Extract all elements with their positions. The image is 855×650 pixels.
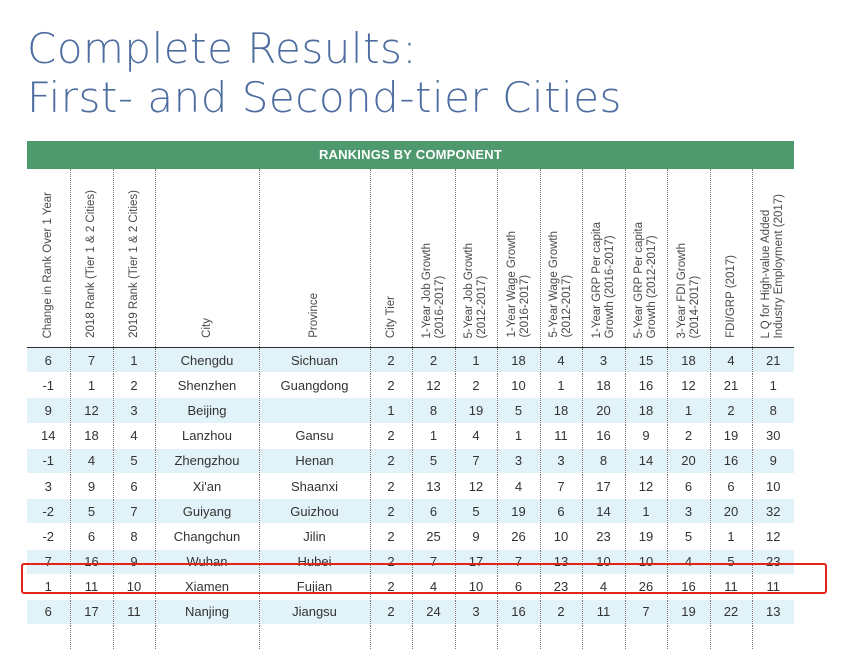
table-cell: 32 bbox=[752, 499, 794, 524]
table-cell: 21 bbox=[710, 373, 752, 398]
table-cell: 7 bbox=[113, 499, 155, 524]
table-row bbox=[27, 625, 794, 650]
table-cell: Gansu bbox=[259, 423, 370, 448]
table-cell: 16 bbox=[667, 574, 710, 599]
table-cell: 26 bbox=[625, 574, 667, 599]
column-header-label: 5-Year Wage Growth (2012-2017) bbox=[548, 231, 573, 338]
table-cell: 1 bbox=[710, 524, 752, 549]
table-cell: 6 bbox=[70, 524, 113, 549]
table-cell: 6 bbox=[412, 499, 455, 524]
table-cell: 19 bbox=[455, 398, 497, 423]
column-header bbox=[582, 169, 625, 348]
table-cell: 7 bbox=[540, 473, 582, 498]
table-cell: Chengdu bbox=[155, 348, 259, 373]
table-cell bbox=[259, 398, 370, 423]
table-cell: 2 bbox=[667, 423, 710, 448]
table-cell: 4 bbox=[710, 348, 752, 373]
table-cell: 5 bbox=[667, 524, 710, 549]
table-cell: 4 bbox=[497, 473, 540, 498]
column-header-label: FDI/GRP (2017) bbox=[724, 255, 737, 338]
table-cell bbox=[370, 625, 412, 650]
table-cell: 20 bbox=[710, 499, 752, 524]
table-cell: 5 bbox=[113, 448, 155, 473]
table-cell: Sichuan bbox=[259, 348, 370, 373]
table-cell: 19 bbox=[497, 499, 540, 524]
table-cell: 9 bbox=[113, 549, 155, 574]
table-cell: 12 bbox=[625, 473, 667, 498]
column-header-label: 2018 Rank (Tier 1 & 2 Cities) bbox=[85, 190, 97, 338]
table-cell: 4 bbox=[667, 549, 710, 574]
table-cell: 5 bbox=[455, 499, 497, 524]
table-cell: 13 bbox=[752, 599, 794, 624]
column-header bbox=[625, 169, 667, 348]
column-header bbox=[412, 169, 455, 348]
table-cell: 11 bbox=[752, 574, 794, 599]
table-cell: 17 bbox=[582, 473, 625, 498]
table-cell: 23 bbox=[752, 549, 794, 574]
table-cell: 2 bbox=[455, 373, 497, 398]
table-cell: 12 bbox=[412, 373, 455, 398]
table-cell: 12 bbox=[455, 473, 497, 498]
table-cell: 1 bbox=[455, 348, 497, 373]
column-header-label: 5-Year GRP Per capita Growth (2012-2017) bbox=[633, 221, 658, 338]
table-cell: 9 bbox=[455, 524, 497, 549]
table-cell: 20 bbox=[667, 448, 710, 473]
table-cell: 9 bbox=[70, 473, 113, 498]
table-cell: 16 bbox=[582, 423, 625, 448]
table-cell: 2 bbox=[370, 599, 412, 624]
table-cell: 6 bbox=[27, 348, 70, 373]
table-cell: 7 bbox=[412, 549, 455, 574]
table-cell: 3 bbox=[582, 348, 625, 373]
table-cell: 11 bbox=[582, 599, 625, 624]
table-cell: 6 bbox=[27, 599, 70, 624]
table-cell bbox=[540, 625, 582, 650]
table-cell: 2 bbox=[370, 524, 412, 549]
table-cell: 7 bbox=[27, 549, 70, 574]
table-cell: 4 bbox=[455, 423, 497, 448]
table-cell: 30 bbox=[752, 423, 794, 448]
table-cell: 10 bbox=[752, 473, 794, 498]
table-cell: Shenzhen bbox=[155, 373, 259, 398]
table-cell bbox=[70, 625, 113, 650]
table-cell: Xi'an bbox=[155, 473, 259, 498]
table-cell: 2 bbox=[370, 448, 412, 473]
table-row bbox=[27, 499, 794, 524]
column-header bbox=[667, 169, 710, 348]
table-cell: Guizhou bbox=[259, 499, 370, 524]
table-cell: 23 bbox=[540, 574, 582, 599]
table-cell: 18 bbox=[497, 348, 540, 373]
table-cell: 11 bbox=[710, 574, 752, 599]
table-cell: Guangdong bbox=[259, 373, 370, 398]
table-cell: 14 bbox=[625, 448, 667, 473]
header-row bbox=[27, 169, 794, 348]
column-header-label: Change in Rank Over 1 Year bbox=[41, 191, 54, 338]
column-header bbox=[70, 169, 113, 348]
table-row bbox=[27, 448, 794, 473]
table-cell: 18 bbox=[70, 423, 113, 448]
table-cell: 2 bbox=[370, 549, 412, 574]
column-header-label: City bbox=[200, 318, 213, 338]
table-cell: 26 bbox=[497, 524, 540, 549]
table-cell: 3 bbox=[455, 599, 497, 624]
table-cell: 6 bbox=[497, 574, 540, 599]
table-cell: 10 bbox=[540, 524, 582, 549]
table-cell: Fujian bbox=[259, 574, 370, 599]
table-cell: 1 bbox=[625, 499, 667, 524]
table-cell: Changchun bbox=[155, 524, 259, 549]
table-cell: 15 bbox=[625, 348, 667, 373]
page-title-line-1: Complete Results: bbox=[27, 24, 418, 73]
column-header bbox=[27, 169, 70, 348]
table-cell: 6 bbox=[710, 473, 752, 498]
column-header-label: City Tier bbox=[384, 295, 397, 338]
table-cell: 22 bbox=[710, 599, 752, 624]
table-cell: Zhengzhou bbox=[155, 448, 259, 473]
table-cell bbox=[625, 625, 667, 650]
column-header-label: 2019 Rank (Tier 1 & 2 Cities) bbox=[127, 190, 140, 338]
table-row bbox=[27, 423, 794, 448]
table-cell: 5 bbox=[70, 499, 113, 524]
table-cell: 10 bbox=[625, 549, 667, 574]
column-header-label: 5-Year Job Growth (2012-2017) bbox=[463, 242, 488, 338]
table-banner: RANKINGS BY COMPONENT bbox=[27, 141, 794, 169]
table-cell: 4 bbox=[412, 574, 455, 599]
table-cell: 24 bbox=[412, 599, 455, 624]
table-cell: 9 bbox=[752, 448, 794, 473]
column-header bbox=[113, 169, 155, 348]
table-cell: 13 bbox=[412, 473, 455, 498]
table-cell: 9 bbox=[625, 423, 667, 448]
table-cell: 16 bbox=[710, 448, 752, 473]
table-cell: 4 bbox=[70, 448, 113, 473]
column-header-label: 1-Year Wage Growth (2016-2017) bbox=[505, 231, 531, 338]
table-row bbox=[27, 599, 794, 624]
table-cell bbox=[752, 625, 794, 650]
table-cell: 8 bbox=[752, 398, 794, 423]
table-cell: -2 bbox=[27, 499, 70, 524]
table-cell: 3 bbox=[27, 473, 70, 498]
table-cell: 3 bbox=[113, 398, 155, 423]
table-cell: 7 bbox=[625, 599, 667, 624]
column-header bbox=[710, 169, 752, 348]
table-cell: 21 bbox=[752, 348, 794, 373]
table-cell bbox=[155, 625, 259, 650]
table-cell: Xiamen bbox=[155, 574, 259, 599]
table-cell: 7 bbox=[455, 448, 497, 473]
table-cell: 1 bbox=[113, 348, 155, 373]
table-cell: 8 bbox=[113, 524, 155, 549]
table-row bbox=[27, 373, 794, 398]
column-header-label: 3-Year FDI Growth (2014-2017) bbox=[675, 242, 701, 338]
table-cell: Wuhan bbox=[155, 549, 259, 574]
table-cell bbox=[412, 625, 455, 650]
table-cell: 2 bbox=[370, 499, 412, 524]
table-cell: 11 bbox=[540, 423, 582, 448]
table-cell bbox=[27, 625, 70, 650]
table-cell: Shaanxi bbox=[259, 473, 370, 498]
table-cell: Beijing bbox=[155, 398, 259, 423]
table-cell: 12 bbox=[667, 373, 710, 398]
table-cell: 2 bbox=[113, 373, 155, 398]
table-cell: 17 bbox=[70, 599, 113, 624]
table-cell: 17 bbox=[455, 549, 497, 574]
table-cell: 8 bbox=[412, 398, 455, 423]
table-cell: 19 bbox=[710, 423, 752, 448]
table-cell: 1 bbox=[70, 373, 113, 398]
table-cell bbox=[113, 625, 155, 650]
table-cell: 4 bbox=[113, 423, 155, 448]
table-cell: -1 bbox=[27, 373, 70, 398]
table-cell: 18 bbox=[540, 398, 582, 423]
table-cell: 6 bbox=[113, 473, 155, 498]
table-cell: 2 bbox=[710, 398, 752, 423]
table-cell: 14 bbox=[582, 499, 625, 524]
page-title-line-2: First- and Second-tier Cities bbox=[27, 73, 622, 122]
table-cell: 1 bbox=[667, 398, 710, 423]
column-header bbox=[540, 169, 582, 348]
table-cell: 5 bbox=[412, 448, 455, 473]
table-cell: 2 bbox=[370, 473, 412, 498]
table-cell: Jilin bbox=[259, 524, 370, 549]
table-cell: Guiyang bbox=[155, 499, 259, 524]
table-cell: 19 bbox=[625, 524, 667, 549]
table-cell: Nanjing bbox=[155, 599, 259, 624]
table-row bbox=[27, 398, 794, 423]
column-header bbox=[370, 169, 412, 348]
table-cell: 9 bbox=[27, 398, 70, 423]
table-cell: 1 bbox=[752, 373, 794, 398]
table-cell: 6 bbox=[540, 499, 582, 524]
column-header bbox=[455, 169, 497, 348]
table-cell: 2 bbox=[370, 574, 412, 599]
table-cell: Lanzhou bbox=[155, 423, 259, 448]
table-cell: Henan bbox=[259, 448, 370, 473]
table-cell: 12 bbox=[70, 398, 113, 423]
table-cell: 1 bbox=[412, 423, 455, 448]
page-title bbox=[27, 24, 622, 122]
table-cell: 3 bbox=[497, 448, 540, 473]
column-header-label: Province bbox=[308, 293, 320, 338]
table-cell: 1 bbox=[370, 398, 412, 423]
table-cell: 10 bbox=[455, 574, 497, 599]
table-cell: 13 bbox=[540, 549, 582, 574]
table-row bbox=[27, 348, 794, 373]
table-cell bbox=[497, 625, 540, 650]
table-cell: 2 bbox=[540, 599, 582, 624]
table-cell: 20 bbox=[582, 398, 625, 423]
column-header bbox=[752, 169, 794, 348]
table-cell: 3 bbox=[540, 448, 582, 473]
table-cell bbox=[582, 625, 625, 650]
table-cell: 2 bbox=[370, 348, 412, 373]
table-cell: Jiangsu bbox=[259, 599, 370, 624]
table-body bbox=[27, 348, 794, 650]
column-header bbox=[259, 169, 370, 348]
column-header-label: 1-Year GRP Per capita Growth (2016-2017) bbox=[590, 221, 616, 338]
table-cell: 18 bbox=[625, 398, 667, 423]
table-cell: 12 bbox=[752, 524, 794, 549]
column-header bbox=[155, 169, 259, 348]
table-cell: 18 bbox=[667, 348, 710, 373]
column-header-label: 1-Year Job Growth (2016-2017) bbox=[420, 242, 446, 338]
table-cell: 1 bbox=[27, 574, 70, 599]
table-cell: 7 bbox=[70, 348, 113, 373]
table-cell: 5 bbox=[710, 549, 752, 574]
table-cell: 1 bbox=[540, 373, 582, 398]
table-cell: 23 bbox=[582, 524, 625, 549]
table-cell: 8 bbox=[582, 448, 625, 473]
table-cell: 16 bbox=[625, 373, 667, 398]
highlight-box bbox=[21, 563, 827, 594]
table-cell: Hubei bbox=[259, 549, 370, 574]
table-cell: 4 bbox=[540, 348, 582, 373]
column-header bbox=[497, 169, 540, 348]
table-cell: 14 bbox=[27, 423, 70, 448]
table-cell: 18 bbox=[582, 373, 625, 398]
table-cell: 2 bbox=[412, 348, 455, 373]
table-cell: 11 bbox=[70, 574, 113, 599]
table-cell: 10 bbox=[582, 549, 625, 574]
table-cell: 7 bbox=[497, 549, 540, 574]
table-cell: -1 bbox=[27, 448, 70, 473]
table-cell: 2 bbox=[370, 373, 412, 398]
table-cell: 10 bbox=[113, 574, 155, 599]
table-row bbox=[27, 473, 794, 498]
table-cell bbox=[455, 625, 497, 650]
table-cell: 1 bbox=[497, 423, 540, 448]
table-cell: 3 bbox=[667, 499, 710, 524]
table-cell: 25 bbox=[412, 524, 455, 549]
table-cell bbox=[667, 625, 710, 650]
table-header bbox=[27, 169, 794, 348]
table-cell: 5 bbox=[497, 398, 540, 423]
table-cell: 19 bbox=[667, 599, 710, 624]
column-header-label: L Q for High-value Added Industry Employment (2017) bbox=[760, 193, 786, 338]
table-cell bbox=[710, 625, 752, 650]
table-cell: 6 bbox=[667, 473, 710, 498]
table-cell: -2 bbox=[27, 524, 70, 549]
table-cell: 16 bbox=[70, 549, 113, 574]
table-cell: 11 bbox=[113, 599, 155, 624]
table-cell: 10 bbox=[497, 373, 540, 398]
table-cell: 2 bbox=[370, 423, 412, 448]
table-cell: 16 bbox=[497, 599, 540, 624]
table-cell: 4 bbox=[582, 574, 625, 599]
table-cell bbox=[259, 625, 370, 650]
table-row bbox=[27, 524, 794, 549]
